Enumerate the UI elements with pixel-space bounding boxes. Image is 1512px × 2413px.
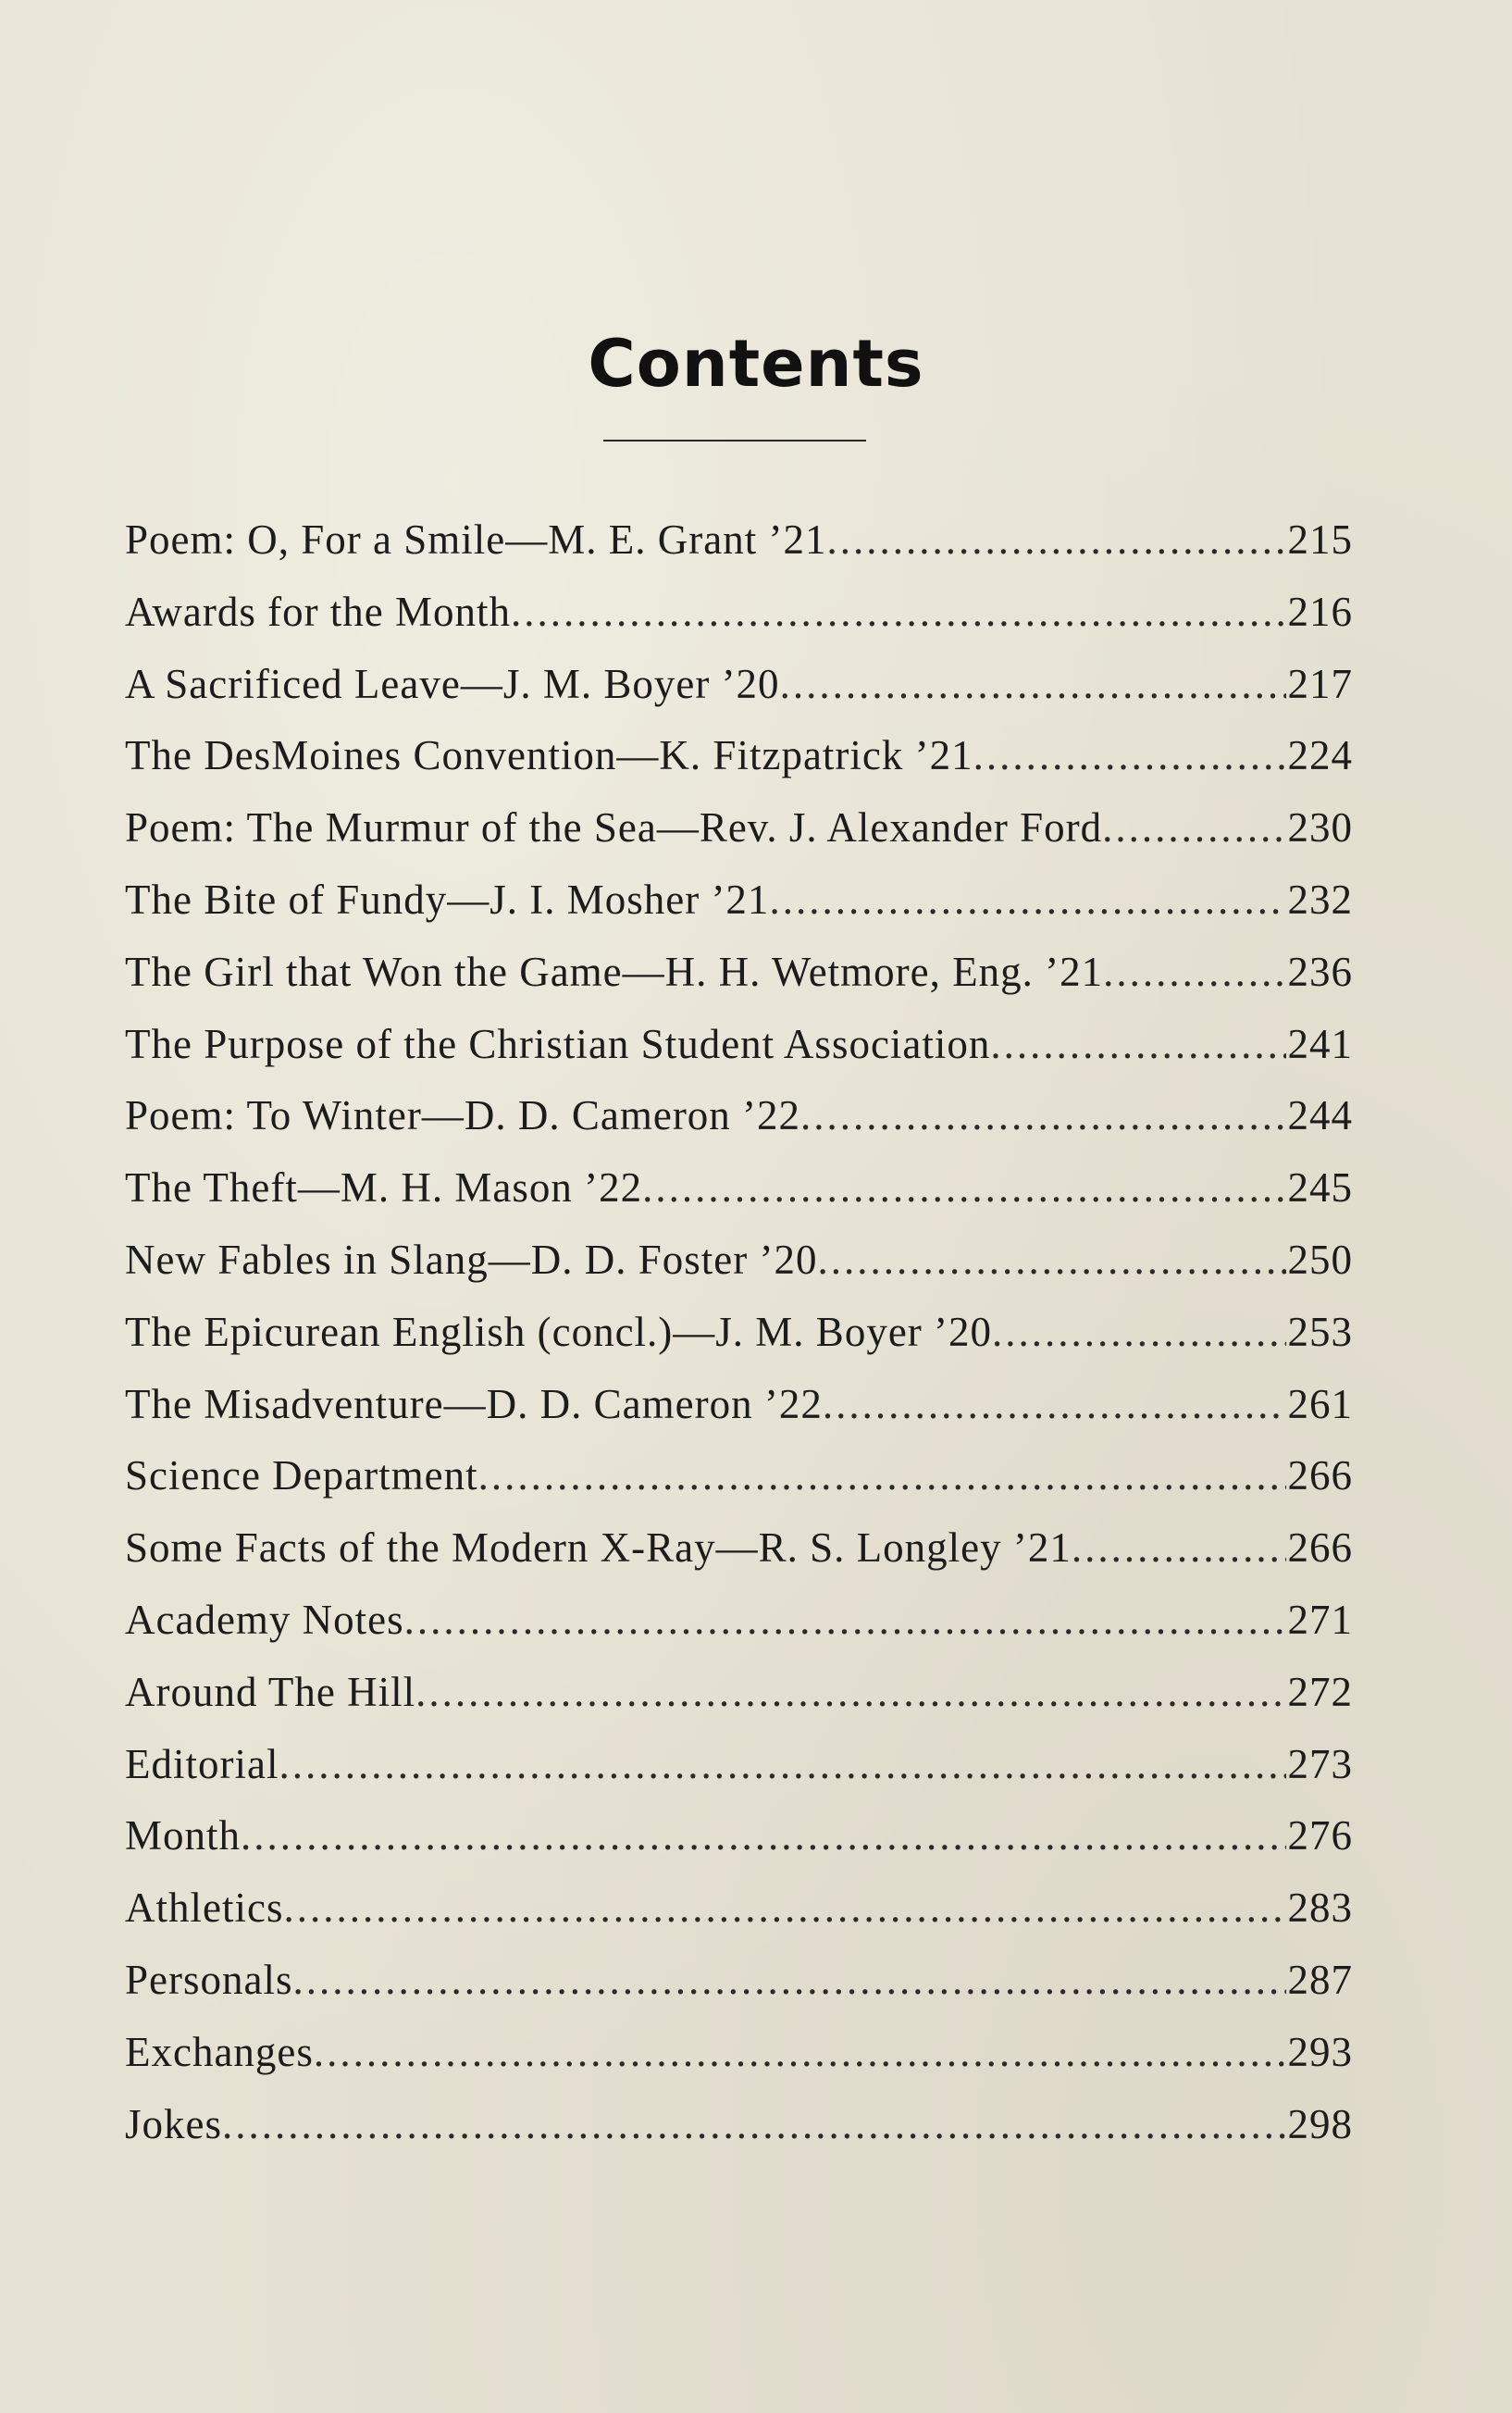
table-of-contents xyxy=(125,504,1353,2160)
dot-leader xyxy=(283,1872,1285,1945)
dot-leader xyxy=(817,1225,1285,1297)
entry-page-number: 216 xyxy=(1287,588,1353,635)
entry-page-number: 261 xyxy=(1287,1380,1353,1427)
entry-page-number: 224 xyxy=(1287,732,1353,779)
entry-page-number: 287 xyxy=(1287,1956,1353,2003)
entry-page-number: 217 xyxy=(1287,660,1353,707)
toc-entry xyxy=(125,1440,1353,1512)
toc-entry xyxy=(125,1297,1353,1369)
entry-title: Poem: The Murmur of the Sea—Rev. J. Alexander Ford xyxy=(125,804,1103,852)
toc-entry xyxy=(125,1872,1353,1945)
entry-title: Science Department xyxy=(125,1452,478,1499)
entry-page-number: 253 xyxy=(1287,1308,1353,1355)
entry-page-number: 283 xyxy=(1287,1884,1353,1932)
entry-page-number: 298 xyxy=(1287,2100,1353,2147)
toc-entry xyxy=(125,1152,1353,1225)
entry-title: Athletics xyxy=(125,1884,284,1932)
entry-page-number: 215 xyxy=(1287,516,1353,563)
page-title: Contents xyxy=(588,325,924,402)
entry-title: The Theft—M. H. Mason ’22 xyxy=(125,1164,643,1212)
dot-leader xyxy=(478,1440,1286,1512)
dot-leader xyxy=(222,2089,1286,2161)
toc-entry xyxy=(125,864,1353,937)
toc-entry xyxy=(125,1009,1353,1081)
entry-title: The Epicurean English (concl.)—J. M. Boyer ’20 xyxy=(125,1308,993,1355)
dot-leader xyxy=(800,1080,1285,1152)
entry-page-number: 271 xyxy=(1287,1596,1353,1643)
entry-title: The Girl that Won the Game—H. H. Wetmore, Eng. ’21 xyxy=(125,948,1104,995)
dot-leader xyxy=(990,1009,1285,1081)
toc-entry xyxy=(125,1512,1353,1585)
dot-leader xyxy=(511,577,1285,649)
dot-leader xyxy=(992,1297,1285,1369)
entry-page-number: 273 xyxy=(1287,1740,1353,1787)
entry-title: Poem: O, For a Smile—M. E. Grant ’21 xyxy=(125,516,827,563)
toc-entry xyxy=(125,720,1353,792)
toc-entry xyxy=(125,1800,1353,1872)
entry-title: Awards for the Month xyxy=(125,588,512,635)
entry-title: Month xyxy=(125,1812,242,1860)
entry-page-number: 266 xyxy=(1287,1452,1353,1499)
entry-title: The DesMoines Convention—K. Fitzpatrick ’21 xyxy=(125,732,973,779)
dot-leader xyxy=(241,1800,1285,1872)
entry-title: Jokes xyxy=(125,2100,222,2147)
dot-leader xyxy=(769,864,1285,937)
dot-leader xyxy=(973,720,1286,792)
title-rule xyxy=(603,440,866,442)
toc-entry xyxy=(125,1657,1353,1729)
entry-title: Around The Hill xyxy=(125,1668,416,1715)
entry-page-number: 272 xyxy=(1287,1668,1353,1715)
dot-leader xyxy=(823,1369,1286,1441)
entry-title: Exchanges xyxy=(125,2028,314,2075)
dot-leader xyxy=(642,1152,1285,1225)
entry-page-number: 250 xyxy=(1287,1236,1353,1283)
dot-leader xyxy=(404,1585,1286,1657)
dot-leader xyxy=(780,649,1286,721)
entry-page-number: 236 xyxy=(1287,948,1353,995)
toc-entry xyxy=(125,1080,1353,1152)
dot-leader xyxy=(1103,937,1285,1009)
toc-entry xyxy=(125,1945,1353,2017)
toc-entry xyxy=(125,792,1353,864)
toc-entry xyxy=(125,2089,1353,2161)
toc-entry xyxy=(125,1729,1353,1801)
toc-entry xyxy=(125,504,1353,577)
dot-leader xyxy=(1072,1512,1286,1585)
entry-title: Some Facts of the Modern X-Ray—R. S. Longley ’21 xyxy=(125,1524,1072,1572)
dot-leader xyxy=(1102,792,1285,864)
entry-title: The Purpose of the Christian Student Association xyxy=(125,1020,991,1067)
toc-entry xyxy=(125,937,1353,1009)
dot-leader xyxy=(415,1657,1285,1729)
entry-title: A Sacrificed Leave—J. M. Boyer ’20 xyxy=(125,660,780,707)
dot-leader xyxy=(279,1729,1285,1801)
entry-title: Personals xyxy=(125,1956,293,2003)
entry-page-number: 245 xyxy=(1287,1164,1353,1212)
entry-title: The Misadventure—D. D. Cameron ’22 xyxy=(125,1380,823,1427)
toc-entry xyxy=(125,1585,1353,1657)
toc-entry xyxy=(125,2017,1353,2089)
dot-leader xyxy=(293,1945,1286,2017)
entry-title: Academy Notes xyxy=(125,1596,404,1643)
entry-page-number: 232 xyxy=(1287,876,1353,923)
entry-page-number: 293 xyxy=(1287,2028,1353,2075)
toc-entry xyxy=(125,577,1353,649)
dot-leader xyxy=(314,2017,1286,2089)
entry-title: Poem: To Winter—D. D. Cameron ’22 xyxy=(125,1092,801,1139)
toc-entry xyxy=(125,1225,1353,1297)
entry-title: The Bite of Fundy—J. I. Mosher ’21 xyxy=(125,876,770,923)
entry-title: New Fables in Slang—D. D. Foster ’20 xyxy=(125,1236,818,1283)
entry-page-number: 266 xyxy=(1287,1524,1353,1572)
dot-leader xyxy=(826,504,1285,577)
toc-entry xyxy=(125,649,1353,721)
entry-page-number: 276 xyxy=(1287,1812,1353,1860)
entry-title: Editorial xyxy=(125,1740,279,1787)
toc-entry xyxy=(125,1369,1353,1441)
entry-page-number: 230 xyxy=(1287,804,1353,852)
entry-page-number: 241 xyxy=(1287,1020,1353,1067)
entry-page-number: 244 xyxy=(1287,1092,1353,1139)
